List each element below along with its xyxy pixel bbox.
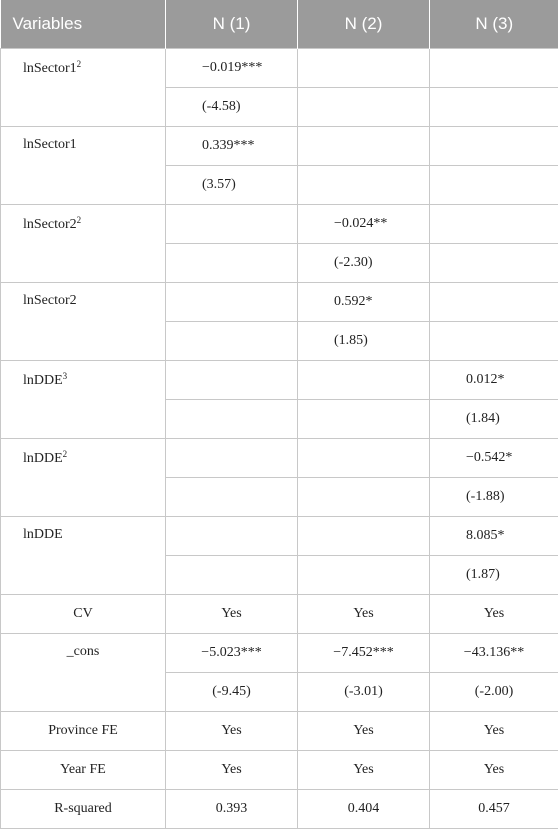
tstat-cell	[166, 244, 298, 283]
coef-cell: 0.339***	[166, 127, 298, 166]
table-row	[1, 712, 558, 751]
coef-cell: −5.023***	[166, 634, 298, 673]
tstat-cell: (1.84)	[430, 400, 558, 439]
tstat-cell: (3.57)	[166, 166, 298, 205]
coef-cell	[298, 361, 430, 400]
value-cell: 0.457	[430, 790, 558, 829]
variable-name: lnSector2	[23, 217, 77, 232]
table-row	[1, 283, 558, 322]
variable-name: lnDDE	[23, 527, 63, 542]
value-cell: Yes	[298, 712, 430, 751]
tstat-cell	[430, 166, 558, 205]
table-row	[1, 205, 558, 244]
coef-cell: −43.136**	[430, 634, 558, 673]
value-cell: Yes	[166, 595, 298, 634]
table-row	[1, 49, 558, 88]
variable-label	[1, 361, 166, 439]
coef-cell	[298, 439, 430, 478]
coef-cell: 0.592*	[298, 283, 430, 322]
coef-cell: 0.012*	[430, 361, 558, 400]
value-cell: Yes	[166, 751, 298, 790]
header-n3: N (3)	[430, 0, 558, 49]
table-row	[1, 751, 558, 790]
tstat-cell: (-2.30)	[298, 244, 430, 283]
header-n1: N (1)	[166, 0, 298, 49]
variable-label: Year FE	[1, 751, 166, 790]
tstat-cell: (-1.88)	[430, 478, 558, 517]
value-cell: Yes	[430, 595, 558, 634]
value-cell: Yes	[298, 751, 430, 790]
coef-cell: −0.024**	[298, 205, 430, 244]
coef-cell	[166, 439, 298, 478]
variable-superscript: 2	[77, 215, 82, 225]
tstat-cell: (-2.00)	[430, 673, 558, 712]
value-cell: 0.393	[166, 790, 298, 829]
tstat-cell	[166, 400, 298, 439]
table-row	[1, 439, 558, 478]
variable-label	[1, 634, 166, 712]
coef-cell: −7.452***	[298, 634, 430, 673]
coef-cell: −0.019***	[166, 49, 298, 88]
coef-cell: 8.085*	[430, 517, 558, 556]
coef-cell	[298, 517, 430, 556]
variable-name: _cons	[67, 644, 100, 659]
coef-cell	[166, 283, 298, 322]
value-cell: Yes	[166, 712, 298, 751]
tstat-cell	[430, 88, 558, 127]
coef-cell	[430, 49, 558, 88]
value-cell: Yes	[430, 712, 558, 751]
coef-cell	[166, 205, 298, 244]
table-row	[1, 634, 558, 673]
table-row	[1, 595, 558, 634]
variable-name: lnSector1	[23, 61, 77, 76]
tstat-cell	[298, 400, 430, 439]
tstat-cell	[430, 244, 558, 283]
variable-name: lnSector2	[23, 293, 77, 308]
coef-cell	[298, 127, 430, 166]
header-variables: Variables	[1, 0, 166, 49]
table-row	[1, 361, 558, 400]
variable-label	[1, 283, 166, 361]
tstat-cell	[298, 478, 430, 517]
table-body	[1, 49, 558, 829]
tstat-cell: (-3.01)	[298, 673, 430, 712]
tstat-cell	[298, 88, 430, 127]
tstat-cell: (-9.45)	[166, 673, 298, 712]
tstat-cell	[430, 322, 558, 361]
coef-cell: −0.542*	[430, 439, 558, 478]
variable-label	[1, 205, 166, 283]
variable-superscript: 3	[63, 371, 68, 381]
tstat-cell: (-4.58)	[166, 88, 298, 127]
coef-cell	[430, 205, 558, 244]
variable-label	[1, 439, 166, 517]
coef-cell	[298, 49, 430, 88]
table-row	[1, 517, 558, 556]
tstat-cell: (1.87)	[430, 556, 558, 595]
variable-label: CV	[1, 595, 166, 634]
variable-label: Province FE	[1, 712, 166, 751]
variable-name: lnDDE	[23, 451, 63, 466]
tstat-cell	[166, 556, 298, 595]
table-row	[1, 127, 558, 166]
value-cell: Yes	[430, 751, 558, 790]
value-cell: 0.404	[298, 790, 430, 829]
variable-name: lnSector1	[23, 137, 77, 152]
coef-cell	[166, 361, 298, 400]
variable-label	[1, 517, 166, 595]
table-row	[1, 790, 558, 829]
coef-cell	[430, 127, 558, 166]
header-row	[1, 0, 558, 49]
tstat-cell	[298, 166, 430, 205]
variable-superscript: 2	[63, 449, 68, 459]
header-n2: N (2)	[298, 0, 430, 49]
variable-label	[1, 127, 166, 205]
table-header	[1, 0, 558, 49]
coef-cell	[166, 517, 298, 556]
variable-name: lnDDE	[23, 373, 63, 388]
variable-label: R-squared	[1, 790, 166, 829]
variable-label	[1, 49, 166, 127]
value-cell: Yes	[298, 595, 430, 634]
tstat-cell	[166, 478, 298, 517]
tstat-cell	[298, 556, 430, 595]
tstat-cell	[166, 322, 298, 361]
variable-superscript: 2	[77, 59, 82, 69]
tstat-cell: (1.85)	[298, 322, 430, 361]
coef-cell	[430, 283, 558, 322]
